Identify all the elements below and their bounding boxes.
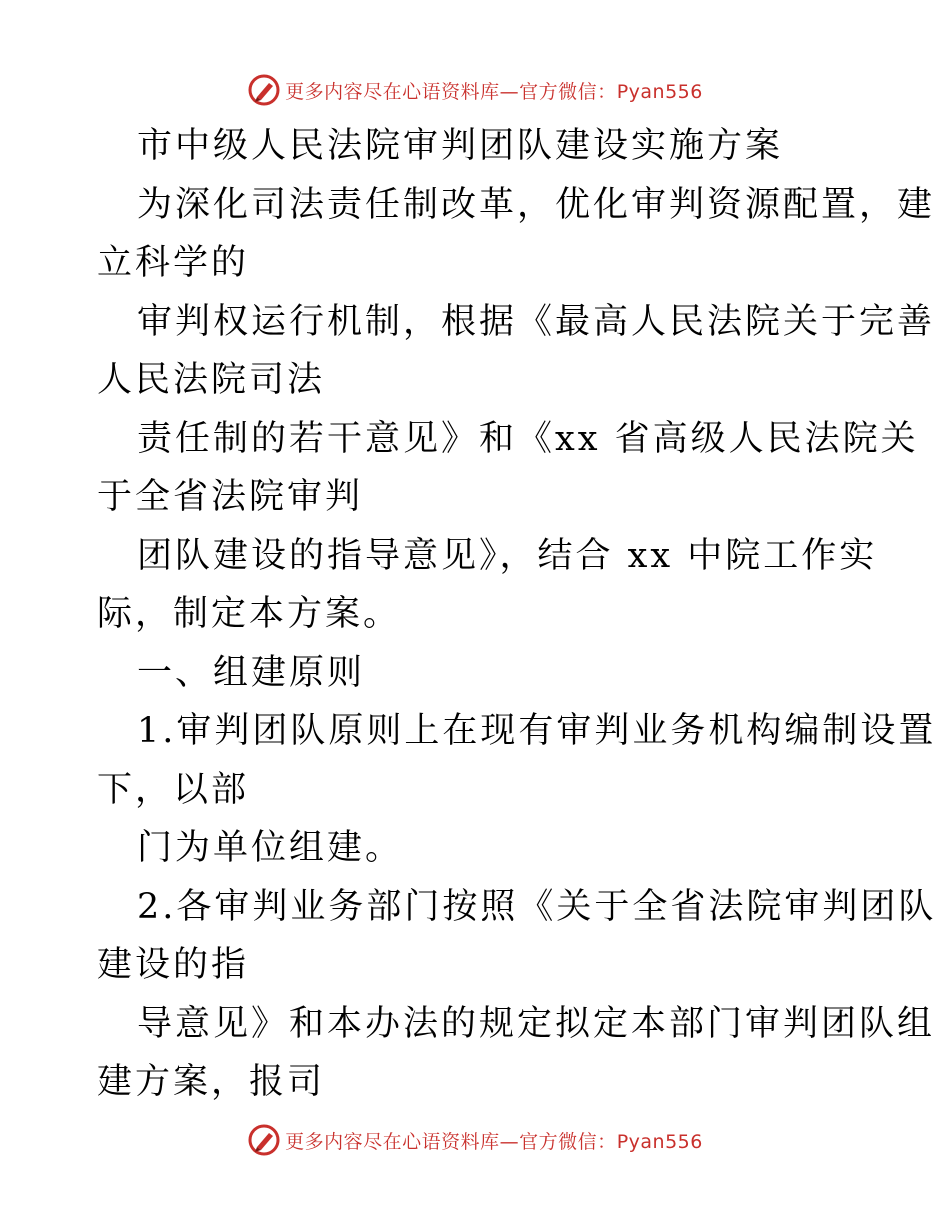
banner-wechat-label: 官方微信： [519,1130,617,1153]
text-line: 2.各审判业务部门按照《关于全省法院审判团队 [137,886,937,927]
banner-brand: 更多内容尽在心语资料库 [285,80,500,103]
text-line: 建方案，报司 [97,1062,326,1102]
footer-banner [0,1120,950,1160]
text-line: 导意见》和本办法的规定拟定本部门审判团队组 [137,1003,936,1044]
text-line: 为深化司法责任制改革，优化审判资源配置，建 [137,184,936,225]
text-line: 责任制的若干意见》和《xx 省高级人民法院关 [137,418,919,459]
banner-wechat-label: 官方微信： [519,80,617,103]
text-line: 人民法院司法 [97,360,326,400]
text-line: 1.审判团队原则上在现有审判业务机构编制设置 [137,711,937,751]
text-line: 一、组建原则 [137,652,366,693]
text-line: 下，以部 [97,769,250,810]
banner-dash: — [499,80,520,103]
text-line: 市中级人民法院审判团队建设实施方案 [137,126,784,166]
text-line: 团队建设的指导意见》，结合 xx 中院工作实 [137,535,878,576]
banner-wechat-id: Pyan556 [616,80,703,103]
document-body [97,117,937,1112]
banner-dash: — [499,1130,520,1153]
text-line: 于全省法院审判 [97,477,364,517]
banner-text [285,77,703,104]
text-line: 立科学的 [97,243,250,283]
pen-logo-icon [247,73,281,107]
banner-brand: 更多内容尽在心语资料库 [285,1130,500,1153]
text-line: 际，制定本方案。 [97,594,402,634]
text-line: 审判权运行机制，根据《最高人民法院关于完善 [137,301,936,342]
pen-logo-icon [247,1123,281,1157]
banner-text [285,1127,703,1154]
text-line: 门为单位组建。 [137,828,404,868]
banner-wechat-id: Pyan556 [616,1130,703,1153]
text-line: 建设的指 [97,945,250,985]
header-banner [0,70,950,110]
